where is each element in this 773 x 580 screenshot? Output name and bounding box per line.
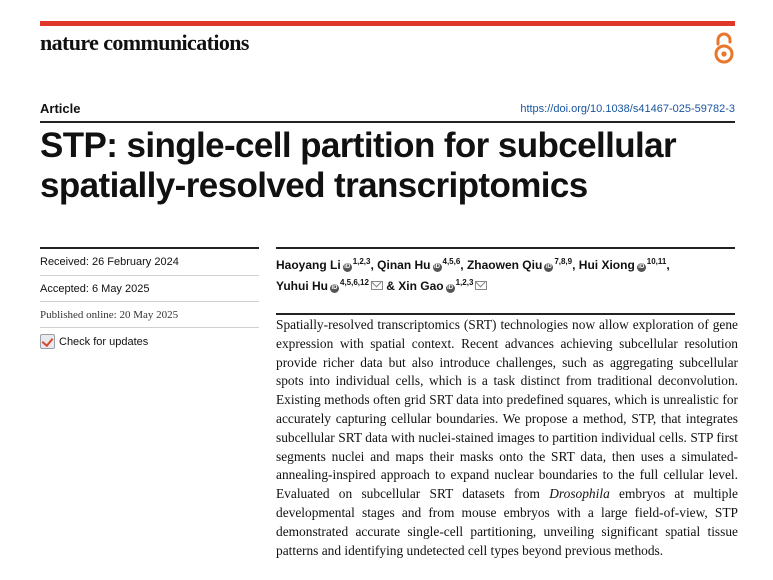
journal-name: nature communications — [40, 30, 249, 55]
author-name[interactable]: Yuhui Hu iD$^{4,5,6,12}$ — [276, 279, 383, 293]
accepted-date: Accepted: 6 May 2025 — [40, 283, 150, 295]
email-icon[interactable] — [475, 281, 487, 290]
received-date: Received: 26 February 2024 — [40, 256, 179, 268]
orcid-icon[interactable]: iD — [447, 285, 454, 291]
author-list: Haoyang Li iD$^{1,2,3}$, Qinan Hu iD$^{4,5,6}$, Zhaowen Qiu iD$^{7,8,9}$, Hui Xiong iD$^{10,11}$, Yuhui Hu iD$^{4,5,6,12}$ & Xin Gao iD$^{1,2,3}$ — [276, 257, 670, 293]
author-name[interactable]: Xin Gao iD$^{1,2,3}$ — [398, 279, 487, 293]
published-date: Published online: 20 May 2025 — [40, 309, 179, 321]
doi-link[interactable]: https://doi.org/10.1038/s41467-025-59782-3 — [520, 103, 735, 115]
abstract-rule — [276, 313, 735, 315]
article-type-label: Article — [40, 101, 81, 116]
divider — [40, 275, 259, 276]
journal-accent-bar — [40, 21, 735, 26]
orcid-icon[interactable]: iD — [434, 264, 440, 270]
divider — [40, 327, 259, 328]
check-for-updates-button[interactable] — [40, 334, 148, 349]
divider — [40, 301, 259, 302]
check-updates-icon — [40, 334, 55, 349]
abstract-text: Spatially-resolved transcriptomics (SRT) technologies now allow exploration of gene expression with spatial context. Recent advances achieving subcellular resolution provide richer data but also introduce challenges, such as aggregating subcellular spots into individual cells, which is a task distinct from traditional deconvolution. Existing methods often grid SRT data into predefined squares, which is unrealistic for accurately capturing cellular boundaries. We propose a method, STP, that integrates subcellular SRT data with nuclei-stained images to partition individual cells. STP first segments nuclei and maps their masks onto the SRT data, then uses a simulated-annealing-inspired approach to expand nuclear boundaries to the full cellular level. Evaluated on subcellular SRT datasets from Drosophila embryos at multiple developmental stages and from mouse embryos with a large field-of-view, STP demonstrated accurate single-cell partitioning, unveiling significant spatial tissue patterns and identifying undetected cell types beyond previous methods. — [276, 317, 738, 558]
orcid-icon[interactable]: iD — [331, 285, 338, 291]
author-name[interactable]: Zhaowen Qiu iD$^{7,8,9}$ — [466, 257, 573, 272]
dates-rule — [40, 247, 259, 249]
orcid-icon[interactable]: iD — [545, 264, 552, 270]
open-access-icon — [712, 32, 736, 66]
author-name[interactable]: Haoyang Li iD$^{1,2,3}$ — [276, 257, 371, 272]
orcid-icon[interactable]: iD — [638, 264, 645, 270]
orcid-icon[interactable]: iD — [344, 264, 351, 270]
author-name[interactable]: Hui Xiong iD$^{10,11}$ — [578, 257, 667, 272]
author-name[interactable]: Qinan Hu iD$^{4,5,6}$ — [377, 257, 461, 272]
check-updates-label: Check for updates — [59, 335, 149, 348]
authors-rule — [276, 247, 735, 249]
header-rule — [40, 121, 735, 123]
species-name: Drosophila — [549, 486, 610, 502]
email-icon[interactable] — [371, 281, 383, 290]
article-title: STP: single-cell partition for subcellular spatially-resolved transcriptomics — [40, 126, 677, 205]
